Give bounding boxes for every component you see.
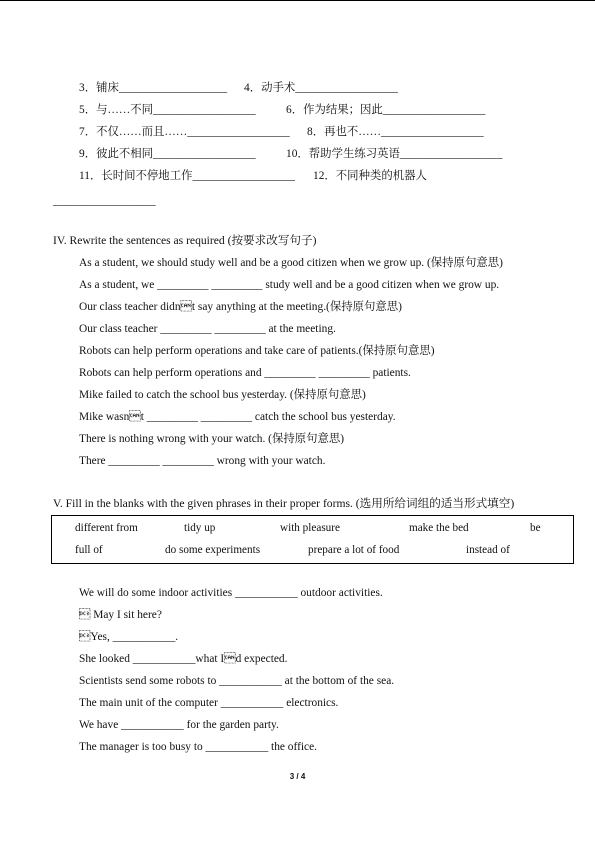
rewrite-line: As a student, we _________ _________ study well and be a good citizen when we grow up. bbox=[79, 279, 500, 291]
phrase-item: make the bed bbox=[409, 522, 469, 534]
rewrite-line: There _________ _________ wrong with your watch. bbox=[79, 455, 326, 467]
page-number: 3 / 4 bbox=[289, 772, 306, 781]
vocab-item-12: 12．不同种类的机器人 bbox=[313, 170, 427, 182]
fill-line: Scientists send some robots to ___________ at the bottom of the sea. bbox=[79, 675, 395, 687]
phrase-item: different from bbox=[75, 522, 138, 534]
vocab-item-11: 11．长时间不停地工作__________________ bbox=[79, 170, 295, 182]
rewrite-line: Robots can help perform operations and take care of patients.(保持原句意思) bbox=[79, 345, 435, 357]
rewrite-line: As a student, we should study well and be a good citizen when we grow up. (保持原句意思) bbox=[79, 257, 503, 269]
vocab-item-10: 10．帮助学生练习英语__________________ bbox=[286, 148, 503, 160]
fill-line: She looked ___________what Id expected. bbox=[79, 653, 288, 665]
vocab-item-7: 7．不仅……而且……__________________ bbox=[79, 126, 290, 138]
fill-line: The main unit of the computer ___________ electronics. bbox=[79, 697, 339, 709]
vocab-item-6: 6．作为结果；因此__________________ bbox=[286, 104, 486, 116]
phrase-item: do some experiments bbox=[165, 544, 261, 556]
vocab-item-3: 3．铺床___________________ bbox=[79, 82, 228, 94]
fill-line: We have ___________ for the garden party. bbox=[79, 719, 279, 731]
vocab-item-9: 9．彼此不相同__________________ bbox=[79, 148, 256, 160]
rewrite-line: Our class teacher _________ _________ at the meeting. bbox=[79, 323, 336, 335]
vocab-trailing-blank: __________________ bbox=[53, 195, 156, 207]
phrase-box bbox=[51, 515, 574, 564]
top-rule bbox=[0, 0, 595, 1]
rewrite-line: Robots can help perform operations and _________ _________ patients. bbox=[79, 367, 411, 379]
phrase-item: tidy up bbox=[184, 522, 216, 534]
phrase-item: with pleasure bbox=[280, 522, 340, 534]
section-4-heading: IV. Rewrite the sentences as required (按要求改写句子) bbox=[53, 234, 317, 247]
phrase-item: be bbox=[530, 522, 541, 534]
rewrite-line: Mike wasnt _________ _________ catch the school bus yesterday. bbox=[79, 411, 396, 423]
fill-line:  May I sit here? bbox=[79, 609, 162, 621]
section-5-heading: V. Fill in the blanks with the given phrases in their proper forms. (选用所给词组的适当形式填空) bbox=[53, 497, 515, 510]
fill-line: Yes, ___________. bbox=[79, 631, 179, 643]
phrase-item: prepare a lot of food bbox=[308, 544, 400, 556]
vocab-item-4: 4．动手术__________________ bbox=[244, 82, 398, 94]
phrase-item: full of bbox=[75, 544, 103, 556]
rewrite-line: There is nothing wrong with your watch. (保持原句意思) bbox=[79, 433, 345, 445]
rewrite-line: Mike failed to catch the school bus yesterday. (保持原句意思) bbox=[79, 389, 366, 401]
fill-line: We will do some indoor activities ___________ outdoor activities. bbox=[79, 587, 383, 599]
vocab-item-8: 8．再也不……__________________ bbox=[307, 126, 484, 138]
rewrite-line: Our class teacher didnt say anything at the meeting.(保持原句意思) bbox=[79, 301, 402, 313]
vocab-item-5: 5．与……不同__________________ bbox=[79, 104, 256, 116]
fill-line: The manager is too busy to ___________ the office. bbox=[79, 741, 317, 753]
phrase-item: instead of bbox=[466, 544, 510, 556]
